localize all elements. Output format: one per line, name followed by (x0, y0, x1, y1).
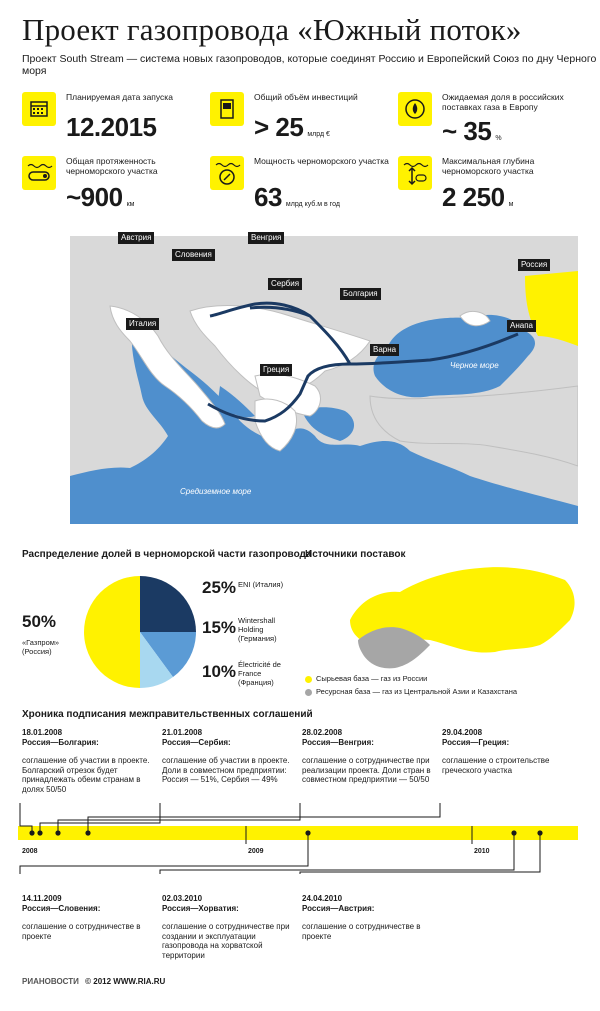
stat-launch-date (22, 92, 212, 152)
tag-slovenia: Словения (172, 249, 215, 261)
stat-label: Общая протяженность черноморского участка (66, 156, 158, 176)
year-label: 2010 (474, 848, 490, 855)
tag-austria: Австрия (118, 232, 154, 244)
pipeline-map (70, 236, 578, 524)
stat-value: 12.2015 (66, 112, 157, 142)
stat-label: Мощность черноморского участка (254, 156, 389, 166)
event-austria: 24.04.2010 Россия—Австрия: соглашение о сотрудничестве в проекте (302, 894, 421, 941)
event-serbia: 21.01.2008 Россия—Сербия: соглашение об участии в проекте. Доли в совместном предприятии: Россия — 51%, Сербия — 49% (162, 728, 290, 784)
stat-share (398, 92, 588, 152)
tag-italy: Италия (126, 318, 159, 330)
share-eni: 25% ENI (Италия) (202, 578, 284, 597)
legend-central-asia: Ресурсная база — газ из Центральной Азии и Казахстана (305, 687, 517, 696)
black-sea-label: Черное море (450, 361, 499, 370)
pie-slice-eni (140, 576, 196, 632)
year-label: 2009 (248, 848, 264, 855)
sources-title: Источники поставок (305, 549, 406, 560)
copyright: © 2012 WWW.RIA.RU (85, 977, 166, 986)
stat-investment (210, 92, 400, 152)
year-label: 2008 (22, 848, 38, 855)
event-bulgaria: 18.01.2008 Россия—Болгария: соглашение об участии в проекте. Болгарский отрезок будет принадлежать обеим странам в долях 50/50 (22, 728, 150, 794)
tag-hungary: Венгрия (248, 232, 284, 244)
money-icon (210, 92, 244, 126)
footer (22, 977, 165, 986)
event-croatia: 02.03.2010 Россия—Хорватия: соглашение о сотрудничестве при создании и эксплуатации газопровода на хорватской территории (162, 894, 290, 960)
event-slovenia: 14.11.2009 Россия—Словения: соглашение о сотрудничестве в проекте (22, 894, 141, 941)
share-gazprom: 50% «Газпром» (Россия) (22, 612, 60, 656)
calendar-icon (22, 92, 56, 126)
share-edf: 10% Électricité de France (Франция) (202, 660, 281, 687)
depth-icon (398, 156, 432, 190)
ria-logo: РИАНОВОСТИ (22, 977, 79, 986)
page-subtitle: Проект South Stream — система новых газопроводов, которые соединят Россию и Европейский Союз по дну Черного моря (22, 53, 597, 77)
shares-pie-chart (82, 574, 198, 690)
stat-value: ~900 км (66, 182, 135, 212)
tag-serbia: Сербия (268, 278, 302, 290)
stat-label: Максимальная глубина черноморского участка (442, 156, 535, 176)
event-greece: 29.04.2008 Россия—Греция: соглашение о строительстве греческого участка (442, 728, 550, 775)
event-hungary: 28.02.2008 Россия—Венгрия: соглашение о сотрудничестве при реализации проекта. Доли стран в совместном предприятии — 50/50 (302, 728, 431, 784)
tag-bulgaria: Болгария (340, 288, 381, 300)
shares-title: Распределение долей в черноморской части газопровода (22, 549, 312, 560)
stat-label: Общий объём инвестиций (254, 92, 358, 102)
stat-depth (398, 156, 588, 216)
stat-value: 63 млрд куб.м в год (254, 182, 340, 212)
stat-value: ~ 35 % (442, 116, 502, 146)
tag-russia: Россия (518, 259, 550, 271)
stat-length (22, 156, 212, 216)
stat-capacity (210, 156, 400, 216)
page-title: Проект газопровода «Южный поток» (22, 12, 522, 47)
gas-flame-icon (398, 92, 432, 126)
legend-russia: Сырьевая база — газ из России (305, 674, 427, 683)
tag-greece: Греция (260, 364, 292, 376)
tag-anapa: Анапа (507, 320, 536, 332)
sources-map (340, 560, 580, 672)
chronicle-title: Хроника подписания межправительственных соглашений (22, 709, 313, 720)
share-wintershall: 15% Wintershall Holding (Германия) (202, 616, 277, 643)
map-graphic (70, 236, 578, 524)
tag-varna: Варна (370, 344, 399, 356)
stat-value: > 25 млрд € (254, 112, 330, 142)
timeline-connectors (0, 720, 600, 900)
pipe-length-icon (22, 156, 56, 190)
stat-value: 2 250 м (442, 182, 514, 212)
stat-label: Планируемая дата запуска (66, 92, 173, 102)
gauge-icon (210, 156, 244, 190)
med-sea-label: Средиземное море (180, 487, 252, 496)
stat-label: Ожидаемая доля в российских поставках газа в Европу (442, 92, 564, 112)
pie-slice-gazprom (84, 576, 140, 688)
